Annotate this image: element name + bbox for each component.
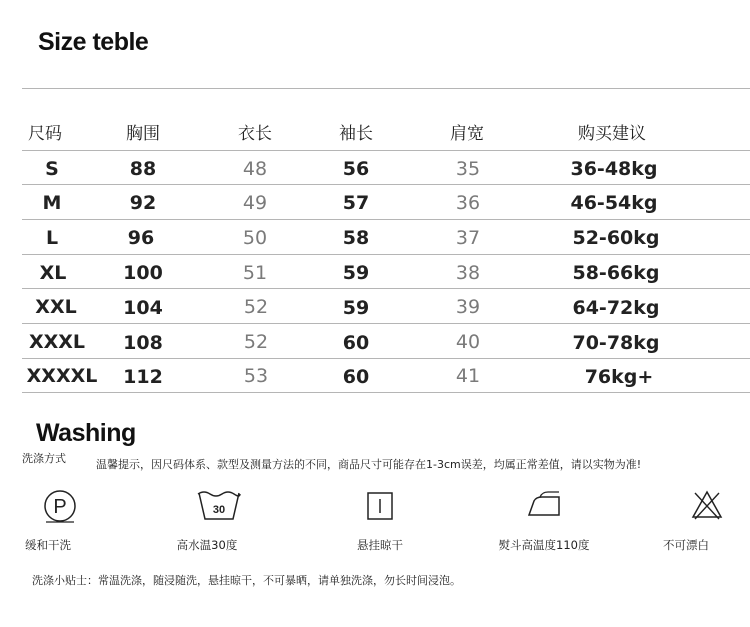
- cell-length: 52: [243, 331, 269, 353]
- header-divider: [22, 150, 750, 151]
- cell-shoulder: 37: [455, 227, 481, 249]
- cell-recommendation: 76kg+: [584, 366, 654, 388]
- cell-recommendation: 70-78kg: [572, 332, 660, 354]
- washing-method-label: 洗涤方式: [22, 452, 66, 465]
- cell-shoulder: 35: [455, 158, 481, 180]
- hang-dry-label: 悬挂晾干: [357, 538, 403, 552]
- cell-chest: 92: [129, 192, 157, 214]
- hang-dry-icon: [366, 491, 394, 521]
- cell-sleeve: 59: [342, 297, 370, 319]
- cell-recommendation: 46-54kg: [570, 192, 658, 214]
- cell-chest: 96: [127, 227, 155, 249]
- cell-chest: 100: [123, 262, 163, 284]
- header-size: 尺码: [28, 124, 62, 144]
- svg-text:P: P: [53, 496, 67, 518]
- size-notice: 温馨提示，因尺码体系、款型及测量方法的不同，商品尺寸可能存在1-3cm误差，均属正常差值，请以实物为准!: [96, 458, 642, 471]
- cell-sleeve: 59: [342, 262, 370, 284]
- header-recommendation: 购买建议: [578, 124, 646, 144]
- washing-tips: 洗涤小贴士：常温洗涤，随浸随洗，悬挂晾干，不可暴晒，请单独洗涤，勿长时间浸泡。: [32, 574, 461, 587]
- cell-size: XXXL: [28, 331, 86, 353]
- cell-size: XXXXL: [26, 365, 98, 387]
- cell-size: XL: [39, 262, 67, 284]
- washing-title: Washing: [36, 419, 136, 447]
- wash-temp-label: 高水温30度: [176, 538, 238, 552]
- row-divider: [22, 184, 750, 185]
- cell-length: 52: [243, 296, 269, 318]
- cell-size: XXL: [35, 296, 77, 318]
- cell-sleeve: 56: [342, 158, 370, 180]
- cell-shoulder: 39: [455, 296, 481, 318]
- cell-shoulder: 40: [455, 331, 481, 353]
- cell-size: S: [45, 158, 59, 180]
- row-divider: [22, 323, 750, 324]
- title-divider: [22, 88, 750, 89]
- cell-chest: 112: [123, 366, 163, 388]
- row-divider: [22, 219, 750, 220]
- no-bleach-label: 不可漂白: [663, 538, 709, 552]
- cell-length: 51: [242, 262, 268, 284]
- cell-sleeve: 60: [342, 332, 370, 354]
- header-length: 衣长: [238, 124, 272, 144]
- header-chest: 胸围: [126, 124, 160, 144]
- cell-sleeve: 58: [342, 227, 370, 249]
- page-title: Size teble: [38, 28, 149, 56]
- svg-text:30: 30: [212, 504, 226, 516]
- header-shoulder: 肩宽: [450, 124, 484, 144]
- wash-tub-icon: [196, 489, 242, 523]
- iron-temp-label: 熨斗高温度110度: [498, 538, 590, 552]
- cell-shoulder: 36: [455, 192, 481, 214]
- cell-length: 49: [242, 192, 268, 214]
- cell-length: 50: [242, 227, 268, 249]
- iron-icon: [526, 491, 562, 519]
- cell-size: L: [45, 227, 59, 249]
- cell-chest: 104: [123, 297, 163, 319]
- cell-chest: 88: [129, 158, 157, 180]
- cell-length: 53: [243, 365, 269, 387]
- row-divider: [22, 358, 750, 359]
- cell-shoulder: 41: [455, 365, 481, 387]
- header-sleeve: 袖长: [339, 124, 373, 144]
- cell-sleeve: 60: [342, 366, 370, 388]
- cell-sleeve: 57: [342, 192, 370, 214]
- p-circle-dry-clean-icon: [40, 488, 80, 524]
- cell-recommendation: 64-72kg: [572, 297, 660, 319]
- row-divider: [22, 392, 750, 393]
- cell-recommendation: 36-48kg: [570, 158, 658, 180]
- row-divider: [22, 254, 750, 255]
- cell-size: M: [42, 192, 62, 214]
- row-divider: [22, 288, 750, 289]
- dry-clean-label: 缓和干洗: [25, 538, 71, 552]
- cell-shoulder: 38: [455, 262, 481, 284]
- cell-length: 48: [242, 158, 268, 180]
- cell-recommendation: 52-60kg: [572, 227, 660, 249]
- cell-recommendation: 58-66kg: [572, 262, 660, 284]
- cell-chest: 108: [123, 332, 163, 354]
- no-bleach-icon: [690, 489, 724, 521]
